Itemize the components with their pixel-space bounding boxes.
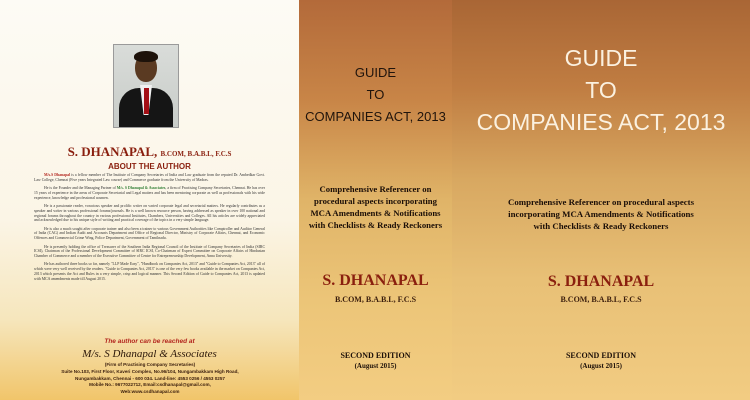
bio-paragraph: He has authored three books so far, namely "LLP Made Easy", "Handbook on Companies Act, 2013" and "Guide to Companies Act, 2013" all of which were very well received by the readers. "Guide to Companies Act, 2013" is one of the very few books available in the market on Companies Act, 2013 which presents the Act and Rules in a very simple, crisp and logical manner. This Second Edition of Guide to Companies Act, 2013 is updated with MCA amendments made till August 2015. bbox=[34, 262, 265, 281]
book-spine bbox=[299, 0, 452, 400]
bio-paragraph: He is also a much sought after corporate trainer and also been a trainer to various Government Authorities like Comptroller and Auditor General of India (CAG) and Indian Audit and Accounts Department and Office of Regional Director, Ministry of Corporate Affairs, Chennai, and Economic Offences and Commercial Crime Wing, Police Department, Government of Tamilnadu. bbox=[34, 226, 265, 241]
back-author-name: S. DHANAPAL, B.COM, B.A.B.L, F.C.S bbox=[67, 144, 232, 159]
bio-paragraph: He is the Founder and the Managing Partner of M/s. S Dhanapal & Associates, a firm of Practising Company Secretaries, Chennai. He has over 15 years of experience in the areas of Corporate Secretarial and Legal matters and has been mentoring corporate as well as professionals with his wide experience, knowledge and professional acumen. bbox=[34, 186, 265, 200]
contact-line: Nungambakkam, Chennai - 600 034. Land-line: 4553 0256 / 4553 0257 bbox=[75, 375, 225, 381]
front-date: (August 2015) bbox=[580, 362, 622, 370]
firm-name: M/s. S Dhanapal & Associates bbox=[82, 348, 217, 360]
author-photo bbox=[113, 44, 179, 128]
about-heading: ABOUT THE AUTHOR bbox=[108, 162, 191, 171]
contact-line: Suite No.103, First Floor, Kaveri Complex, No.96/104, Nungambakkam High Road, bbox=[61, 368, 239, 374]
reach-label: The author can be reached at bbox=[104, 338, 195, 345]
front-subtitle: Comprehensive Referencer on procedural aspects incorporating MCA Amendments & Notifications with Checklists & Ready Reckoners bbox=[507, 197, 694, 231]
bio-paragraph: He is presently holding the office of Treasurer of the Southern India Regional Council of the Institute of Company Secretaries of India (SIRC ICSI), Chairman of the Professional Development Committee of SIRC ICSI, Co-Chairman of Expert Committee on Corporate Affairs of Hindustan Chamber of Commerce and a member of the Executive Committee of Centre for Entrepreneurship Development, Anna University. bbox=[34, 244, 265, 259]
front-author-name: S. DHANAPAL bbox=[547, 273, 655, 290]
spine-subtitle: Comprehensive Referencer on procedural aspects incorporating MCA Amendments & Notifications with Checklists & Ready Reckoners bbox=[308, 184, 443, 230]
front-cover bbox=[452, 0, 750, 400]
contact-line: Mobile No.: 9677022712, Email:csdhanapal@gmail.com, Web:www.csdhanapal.com bbox=[89, 382, 211, 395]
back-cover bbox=[0, 0, 299, 400]
bio-paragraph: He is a passionate reader, voracious speaker and prolific writer on varied corporate legal and secretarial matters. He regularly contributes as a speaker and writer in various professional forums/journals. He is a well known resource person, having addressed as speaker in over 100 national and regional forums throughout the country in various professional Institutes, Chambers, Universities and Colleges. All his articles are widely appreciated and acknowledged due to his unique style of writing and practical coverage of the topics in a very simple language. bbox=[34, 203, 265, 223]
author-bio bbox=[34, 173, 265, 285]
spine-date: (August 2015) bbox=[354, 362, 397, 370]
spine-author-degrees: B.COM, B.A.B.L, F.C.S bbox=[334, 295, 417, 304]
spine-title: GUIDE TO COMPANIES ACT, 2013 bbox=[305, 65, 446, 124]
front-title: GUIDE TO COMPANIES ACT, 2013 bbox=[476, 45, 726, 135]
spine-author-name: S. DHANAPAL bbox=[322, 272, 429, 289]
contact-block bbox=[60, 362, 240, 396]
spine-edition: SECOND EDITION bbox=[340, 351, 411, 360]
front-edition: SECOND EDITION bbox=[565, 351, 636, 360]
front-author-degrees: B.COM, B.A.B.L, F.C.S bbox=[560, 295, 642, 304]
contact-line: (Firm of Practising Company Secretaries) bbox=[104, 362, 196, 367]
bio-paragraph: M/s.S Dhanapal is a fellow member of The Institute of Company Secretaries of India and Law graduate from the reputed Dr. Ambedkar Govt. Law College, Chennai (Five years Integrated Law course) and Commerce graduate from the University of Madras. bbox=[34, 173, 265, 182]
